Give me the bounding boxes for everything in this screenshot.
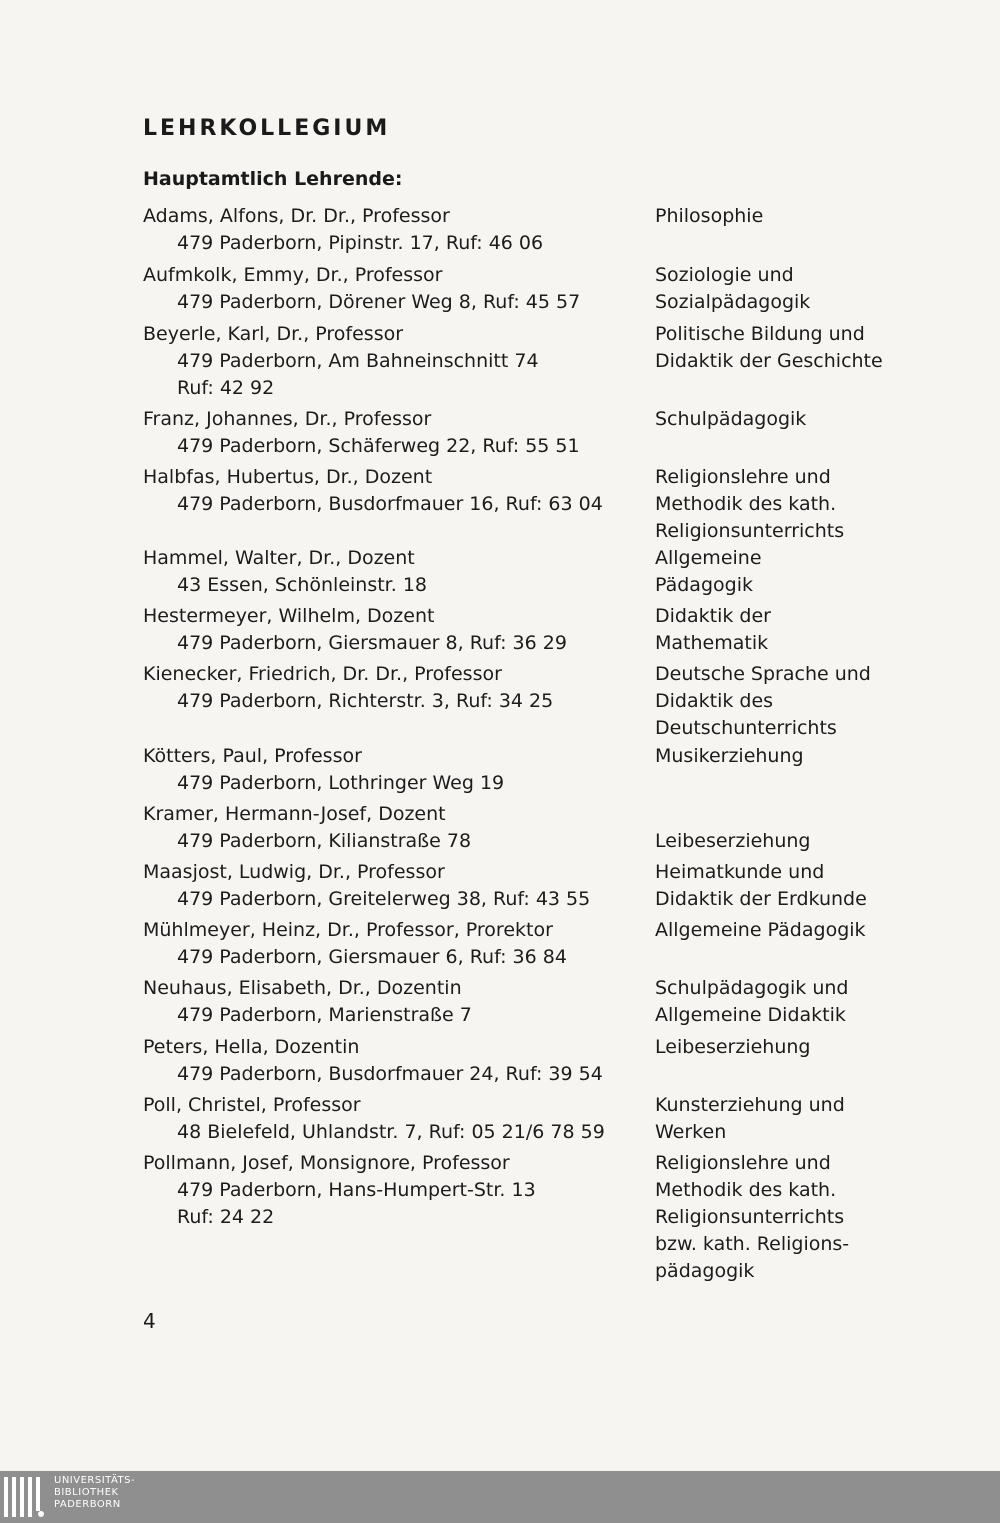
staff-name: Aufmkolk, Emmy, Dr., Professor <box>143 264 443 286</box>
staff-subject: Leibeserziehung <box>655 1036 811 1058</box>
section-subheading: Hauptamtlich Lehrende: <box>143 168 403 190</box>
staff-subject: Allgemeine <box>655 547 762 569</box>
staff-address: 479 Paderborn, Marienstraße 7 <box>177 1004 472 1026</box>
staff-address: 479 Paderborn, Dörener Weg 8, Ruf: 45 57 <box>177 291 581 313</box>
staff-name: Pollmann, Josef, Monsignore, Professor <box>143 1152 510 1174</box>
staff-subject: Heimatkunde und <box>655 861 825 883</box>
staff-subject: pädagogik <box>655 1260 755 1282</box>
staff-address: 479 Paderborn, Pipinstr. 17, Ruf: 46 06 <box>177 232 544 254</box>
staff-address: 479 Paderborn, Greitelerweg 38, Ruf: 43 55 <box>177 888 591 910</box>
staff-subject: Philosophie <box>655 205 764 227</box>
staff-subject: Deutschunterrichts <box>655 717 837 739</box>
staff-name: Hammel, Walter, Dr., Dozent <box>143 547 415 569</box>
staff-subject: Politische Bildung und <box>655 323 865 345</box>
staff-subject: bzw. kath. Religions- <box>655 1233 850 1255</box>
staff-address: 48 Bielefeld, Uhlandstr. 7, Ruf: 05 21/6 78 59 <box>177 1121 605 1143</box>
staff-subject: Allgemeine Pädagogik <box>655 919 866 941</box>
staff-address: Ruf: 24 22 <box>177 1206 275 1228</box>
logo-line: PADERBORN <box>54 1499 121 1510</box>
staff-name: Kötters, Paul, Professor <box>143 745 362 767</box>
staff-subject: Didaktik der Erdkunde <box>655 888 867 910</box>
staff-subject: Sozialpädagogik <box>655 291 811 313</box>
staff-subject: Leibeserziehung <box>655 830 811 852</box>
staff-subject: Schulpädagogik <box>655 408 807 430</box>
staff-subject: Kunsterziehung und <box>655 1094 845 1116</box>
library-footer <box>0 1471 1000 1523</box>
staff-address: Ruf: 42 92 <box>177 377 275 399</box>
staff-subject: Mathematik <box>655 632 769 654</box>
staff-address: 479 Paderborn, Busdorfmauer 16, Ruf: 63 04 <box>177 493 603 515</box>
staff-address: 479 Paderborn, Schäferweg 22, Ruf: 55 51 <box>177 435 580 457</box>
staff-name: Kienecker, Friedrich, Dr. Dr., Professor <box>143 663 502 685</box>
staff-subject: Methodik des kath. <box>655 1179 837 1201</box>
staff-address: 479 Paderborn, Am Bahneinschnitt 74 <box>177 350 539 372</box>
staff-name: Mühlmeyer, Heinz, Dr., Professor, Prorektor <box>143 919 553 941</box>
staff-subject: Didaktik der Geschichte <box>655 350 883 372</box>
staff-subject: Soziologie und <box>655 264 794 286</box>
staff-name: Hestermeyer, Wilhelm, Dozent <box>143 605 435 627</box>
staff-subject: Religionsunterrichts <box>655 1206 845 1228</box>
logo-dot-icon <box>38 1511 44 1517</box>
staff-subject: Deutsche Sprache und <box>655 663 871 685</box>
page-heading: LEHRKOLLEGIUM <box>143 116 391 141</box>
staff-subject: Werken <box>655 1121 727 1143</box>
staff-subject: Religionslehre und <box>655 1152 831 1174</box>
staff-address: 479 Paderborn, Busdorfmauer 24, Ruf: 39 54 <box>177 1063 603 1085</box>
staff-name: Beyerle, Karl, Dr., Professor <box>143 323 404 345</box>
staff-name: Halbfas, Hubertus, Dr., Dozent <box>143 466 433 488</box>
staff-name: Poll, Christel, Professor <box>143 1094 361 1116</box>
staff-address: 479 Paderborn, Kilianstraße 78 <box>177 830 472 852</box>
staff-name: Peters, Hella, Dozentin <box>143 1036 360 1058</box>
staff-name: Franz, Johannes, Dr., Professor <box>143 408 432 430</box>
staff-address: 479 Paderborn, Richterstr. 3, Ruf: 34 25 <box>177 690 554 712</box>
staff-address: 43 Essen, Schönleinstr. 18 <box>177 574 428 596</box>
staff-subject: Didaktik der <box>655 605 771 627</box>
logo-line: BIBLIOTHEK <box>54 1487 119 1498</box>
staff-subject: Religionslehre und <box>655 466 831 488</box>
staff-name: Kramer, Hermann-Josef, Dozent <box>143 803 446 825</box>
staff-subject: Allgemeine Didaktik <box>655 1004 846 1026</box>
staff-subject: Musikerziehung <box>655 745 804 767</box>
library-logo-icon <box>4 1477 40 1517</box>
staff-subject: Schulpädagogik und <box>655 977 849 999</box>
staff-name: Maasjost, Ludwig, Dr., Professor <box>143 861 445 883</box>
staff-address: 479 Paderborn, Hans-Humpert-Str. 13 <box>177 1179 536 1201</box>
staff-address: 479 Paderborn, Giersmauer 8, Ruf: 36 29 <box>177 632 567 654</box>
page-number: 4 <box>143 1309 156 1333</box>
logo-line: UNIVERSITÄTS- <box>54 1475 136 1486</box>
staff-name: Adams, Alfons, Dr. Dr., Professor <box>143 205 450 227</box>
staff-subject: Religionsunterrichts <box>655 520 845 542</box>
staff-subject: Didaktik des <box>655 690 774 712</box>
staff-address: 479 Paderborn, Lothringer Weg 19 <box>177 772 505 794</box>
library-logo-text <box>54 1475 135 1511</box>
staff-subject: Methodik des kath. <box>655 493 837 515</box>
staff-subject: Pädagogik <box>655 574 753 596</box>
staff-address: 479 Paderborn, Giersmauer 6, Ruf: 36 84 <box>177 946 567 968</box>
staff-name: Neuhaus, Elisabeth, Dr., Dozentin <box>143 977 462 999</box>
